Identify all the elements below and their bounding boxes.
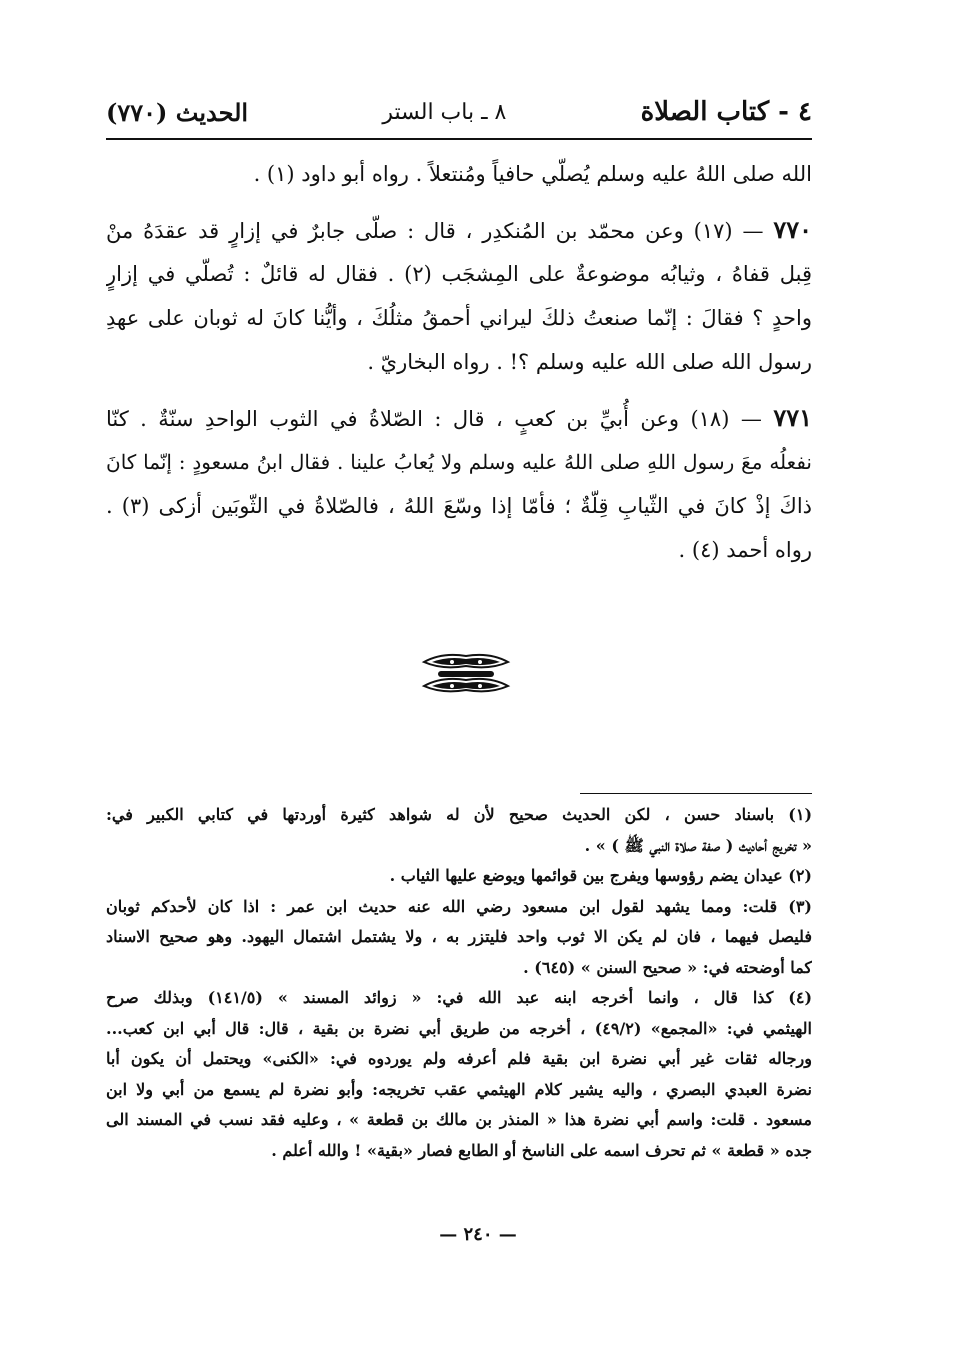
footnote-line: (١) باسناد حسن ، لكن الحديث صحيح لأن له شواهد كثيرة أوردتها في كتابي الكبير في: (106, 805, 812, 824)
ornament-divider-icon (418, 650, 514, 698)
footnote-line: كما أوضحته في: « صحيح السنن » (٦٤٥) . (523, 957, 812, 977)
footnote-line: (٣) قلت: ومما يشهد لقول ابن مسعود رضي الله عنه حديث ابن عمر : اذا كان لأحدكم ثوبان (106, 896, 812, 916)
hadith-770 (106, 208, 812, 384)
text-line: قِبل قفاهُ ، وثيابُه موضوعةٌ على المِشجَب (٢) . فقال له قائلٌ : تُصلّي في إزارٍ (106, 262, 812, 286)
header-chapter-title: ٨ ـ باب الستر (382, 99, 507, 125)
footnote-line: فليصل فيهما ، فان لم يكن الا ثوب واحد فليتزر به ، ولا يشتمل اشتمال اليهود. وهو صحيح الاسناد (106, 927, 812, 946)
header-hadith-number: الحديث (٧٧٠) (106, 97, 249, 127)
footnote-rule (580, 793, 812, 794)
footnote-line: نضرة العبدي البصري ، واليه يشير كلام الهيثمي عقب تخريجه: وأبو نضرة لم يسمع من أبي ولا ابن (106, 1079, 812, 1099)
footnote-line: (٤) كذا قال ، وانما أخرجه ابنه عبد الله في: « زوائد المسند » (١٤١/٥) وبذلك صرح (106, 988, 812, 1007)
main-text (106, 152, 812, 572)
footnote-line: ورجاله ثقات غير أبي نضرة ابن بقية فلم أعرفه ولم يوردوه في: «الكنى» ويحتمل أن يكون أبا (106, 1049, 812, 1068)
text-line-content: — (١٧) وعن محمّد بن المُنكدِر ، قال : صلّى جابرٌ في إزارٍ قد عقدَهُ منْ (106, 219, 764, 243)
text-line: ذاكَ إذْ كانَ في الثّيابِ قِلّةٌ ؛ فأمّا إذا وسّعَ اللهُ ، فالصّلاةُ في الثّوبَين أزكى (٣) . (106, 494, 812, 518)
text-line: نفعلُه معَ رسول اللهِ صلى اللهُ عليه وسلم ولا يُعابُ علينا . فقال ابنُ مسعودٍ : إنّما كانَ (106, 450, 812, 474)
hadith-number: ٧٧١ (773, 403, 812, 432)
footnote-line: جده « قطعة » ثم تحرف اسمه على الناسخ أو الطابع فصار «بقية» ! والله أعلم . (271, 1140, 812, 1160)
text-line-content: — (١٨) وعن أُبيِّ بن كعبٍ ، قال : الصّلاةُ في الثوب الواحدِ سنّةٌ . كنّا (106, 407, 762, 431)
footnotes (106, 800, 812, 1166)
footnote-line: مسعود . قلت: واسم أبي نضرة هذا « المنذر بن مالك بن قطعة » ، وعليه فقد نسب في المسند الى (106, 1110, 812, 1129)
text-line: الله صلى اللهُ عليه وسلم يُصلّي حافياً ومُنتعلاً . رواه أبو داود (١) . (253, 162, 812, 186)
page-number: — ٢٤٠ — (439, 1224, 517, 1245)
hadith-number: ٧٧٠ (773, 215, 812, 244)
text-line (106, 208, 812, 252)
header-rule (106, 138, 812, 140)
text-line: رواه أحمد (٤) . (678, 538, 812, 562)
header-book-title: ٤ - كتاب الصلاة (640, 97, 812, 127)
text-line (106, 396, 812, 440)
text-line: واحدٍ ؟ فقالَ : إنّما صنعتُ ذلكَ ليراني أحمقُ مثلُكَ ، وأيُّنا كانَ له ثوبان على عهدِ (106, 306, 812, 330)
footnote-line: « تخريج أحاديث ( صفة صلاة النبي ﷺ ) » . (584, 835, 812, 855)
hadith-771 (106, 396, 812, 572)
footnote-line: (٢) عيدان يضم رؤوسها ويفرج بين قوائمها ويوضع عليها الثياب . (389, 866, 812, 885)
footnote-line: الهيثمي في: «المجمع» (٤٩/٢) ، أخرجه من طريق أبي نضرة بن بقية ، قال: قال أبي ابن كعب... (106, 1018, 812, 1038)
text-line: رسول الله صلى الله عليه وسلم ؟! . رواه البخاريّ . (367, 350, 812, 374)
running-header (106, 92, 812, 132)
